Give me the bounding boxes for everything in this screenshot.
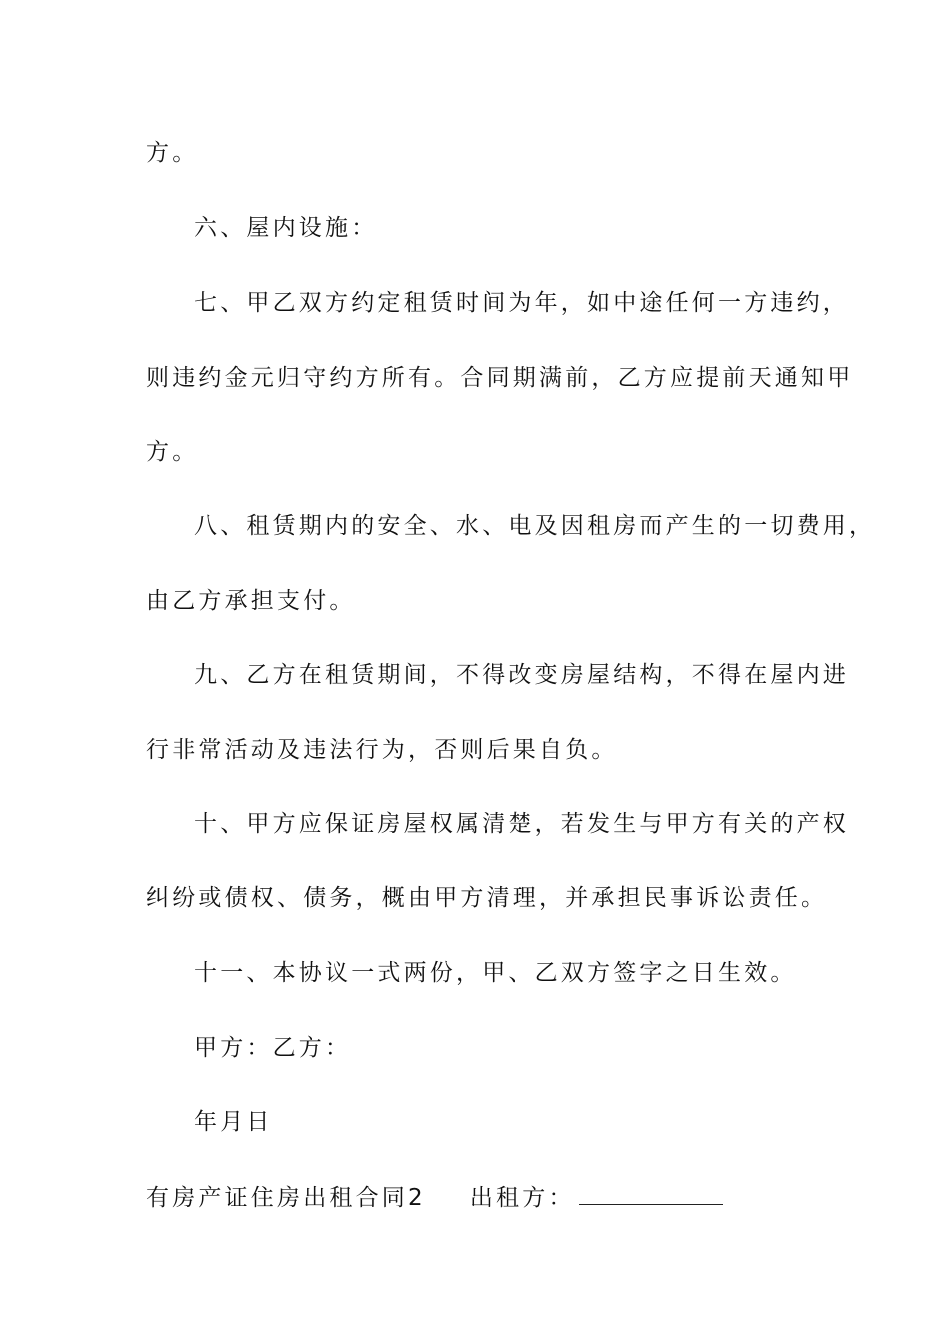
clause-8-line-1: 八、租赁期内的安全、水、电及因租房而产生的一切费用， [194,513,876,539]
section-heading-facilities: 六、屋内设施： [194,215,378,241]
signature-parties: 甲方：乙方： [194,1035,352,1061]
clause-7-line-2: 则违约金元归守约方所有。合同期满前，乙方应提前天通知甲 [146,365,854,391]
clause-9-line-1: 九、乙方在租赁期间，不得改变房屋结构，不得在屋内进 [194,662,849,688]
clause-8-line-2: 由乙方承担支付。 [146,588,356,614]
clause-9-line-2: 行非常活动及违法行为，否则后果自负。 [146,737,618,763]
clause-11: 十一、本协议一式两份，甲、乙双方签字之日生效。 [194,960,797,986]
lessor-label: 出租方： [469,1185,575,1211]
next-contract-header [146,1182,723,1213]
lessor-blank-field [579,1182,723,1205]
clause-7-line-3: 方。 [146,439,199,465]
signature-date: 年月日 [194,1109,273,1135]
clause-7-line-1: 七、甲乙双方约定租赁时间为年，如中途任何一方违约， [194,290,849,316]
clause-10-line-1: 十、甲方应保证房屋权属清楚，若发生与甲方有关的产权 [194,811,849,837]
next-contract-title: 有房产证住房出租合同2 [146,1185,426,1211]
clause-10-line-2: 纠纷或债权、债务，概由甲方清理，并承担民事诉讼责任。 [146,885,828,911]
text-line: 方。 [146,140,199,166]
